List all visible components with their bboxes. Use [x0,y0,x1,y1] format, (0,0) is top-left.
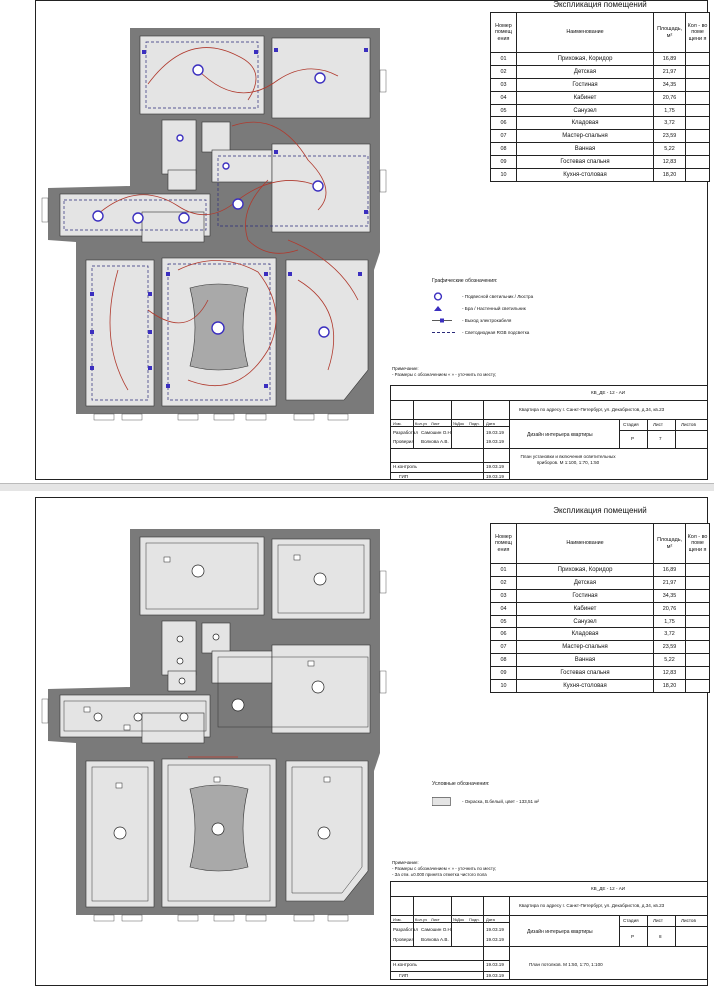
table-row: 08 Ванная 5,22 [491,143,710,156]
project-name: Дизайн интерьера квартиры [527,929,593,935]
stage-value: Р [631,934,635,939]
legend-item: - Выход электрокабеля [432,316,592,326]
legend-item: - Светодиодная RGB подсветка [432,328,592,338]
room-table-title: Экспликация помещений [553,506,647,515]
col-room-count: Кол - во поме щени я [686,524,710,564]
col-room-area: Площадь, м² [654,524,686,564]
sheet-number: 7 [659,436,662,441]
legend-item: - Бра / Настенный светильник [432,304,592,314]
sheet-number: 8 [659,934,662,939]
sheet-lighting-plan [0,0,714,484]
table-row: 05 Санузел 1,75 [491,104,710,117]
legend-title: Графические обозначения: [432,278,498,284]
table-row: 03 Гостиная 34,35 [491,78,710,91]
table-row: 01 Прихожая, Коридор 16,89 [491,53,710,66]
table-row: 04 Кабинет 20,76 [491,602,710,615]
table-row: 03 Гостиная 34,35 [491,589,710,602]
rgb-strip-icon [432,328,456,337]
title-block: КВ_ДЕ - 12 - АИ Квартира по адресу г. Санкт-Петербург, ул. Декабристов, д.34, кв.23 Изм. Кол.уч Лист №Док Подп. Дата Разработал Самошин О.Н. 19.03.19 Проверил Волкова А.В. 19.03.19 Н.контроль 19.03.19 ГИП 19.03.19 Дизайн интерьера квартиры Стадия Лист Листов Р 8 План потолков. М 1:50, 1:70, 1:100 [390,881,708,980]
table-row: 05 Санузел 1,75 [491,615,710,628]
page-gap [0,484,714,491]
col-room-number: Номер помещ ения [491,524,517,564]
table-row: 02 Детская 21,97 [491,576,710,589]
table-row: 06 Кладовая 3,72 [491,117,710,130]
sheet-ceiling-plan [0,491,714,990]
project-name: Дизайн интерьера квартиры [527,432,593,438]
col-room-name: Наименование [516,524,653,564]
legend [432,781,602,811]
legend-item: - Окраска, В.белый, цвет - 133,51 м² [432,797,592,807]
table-row: 01 Прихожая, Коридор 16,89 [491,564,710,577]
paint-swatch-icon [432,797,454,806]
table-row: 04 Кабинет 20,76 [491,91,710,104]
project-address: Квартира по адресу г. Санкт-Петербург, ул. Декабристов, д.34, кв.23 [519,407,665,412]
table-row: 07 Мастер-спальня 23,59 [491,641,710,654]
legend [432,278,602,338]
notes: Примечание: - Размеры с обозначением « » - уточнить по месту; - За отм. ±0.000 принята отметка чистого пола [392,860,497,877]
table-row: 09 Гостевая спальня 12,83 [491,156,710,169]
col-room-name: Наименование [516,13,653,53]
col-room-count: Кол - во поме щени я [686,13,710,53]
wall-sconce-icon [432,304,456,313]
legend-item: - Подвесной светильник / Люстра [432,292,592,302]
table-row: 10 Кухня-столовая 18,20 [491,169,710,182]
sheet-title: План установки и включения осветительных приборов. М 1:100, 1:70, 1:50 [520,454,616,465]
table-row: 02 Детская 21,97 [491,65,710,78]
sheet-title: План потолков. М 1:50, 1:70, 1:100 [529,962,603,967]
ceiling-floor-plan [38,511,388,931]
pendant-light-icon [432,292,456,301]
col-room-area: Площадь, м² [654,13,686,53]
project-address: Квартира по адресу г. Санкт-Петербург, ул. Декабристов, д.34, кв.23 [519,903,665,908]
lighting-floor-plan [38,10,388,430]
notes: Примечание: - Размеры с обозначением « » - уточнить по месту; [392,366,497,377]
cable-outlet-icon [432,316,456,325]
room-schedule-table [490,12,710,182]
room-rows [491,564,710,693]
project-code: КВ_ДЕ - 12 - АИ [591,390,626,395]
room-table-title: Экспликация помещений [553,0,647,9]
table-row: 08 Ванная 5,22 [491,654,710,667]
table-row: 07 Мастер-спальня 23,59 [491,130,710,143]
table-row: 10 Кухня-столовая 18,20 [491,680,710,693]
room-rows [491,53,710,182]
room-schedule-table [490,523,710,693]
table-row: 06 Кладовая 3,72 [491,628,710,641]
stage-value: Р [631,436,635,441]
legend-title: Условные обозначения: [432,781,490,787]
project-code: КВ_ДЕ - 12 - АИ [591,886,626,891]
title-block: КВ_ДЕ - 12 - АИ Квартира по адресу г. Санкт-Петербург, ул. Декабристов, д.34, кв.23 Изм. Кол.уч Лист №Док Подп. Дата Разработал Самошин О.Н. 19.03.19 Проверил Волкова А.В. 19.03.19 Н.контроль 19.03.19 ГИП 19.03.19 Дизайн интерьера квартиры Стадия Лист Листов Р 7 План установки и включения осветительных приборов. М 1:100, 1:70, 1:50 [390,385,708,480]
table-row: 09 Гостевая спальня 12,83 [491,667,710,680]
col-room-number: Номер помещ ения [491,13,517,53]
